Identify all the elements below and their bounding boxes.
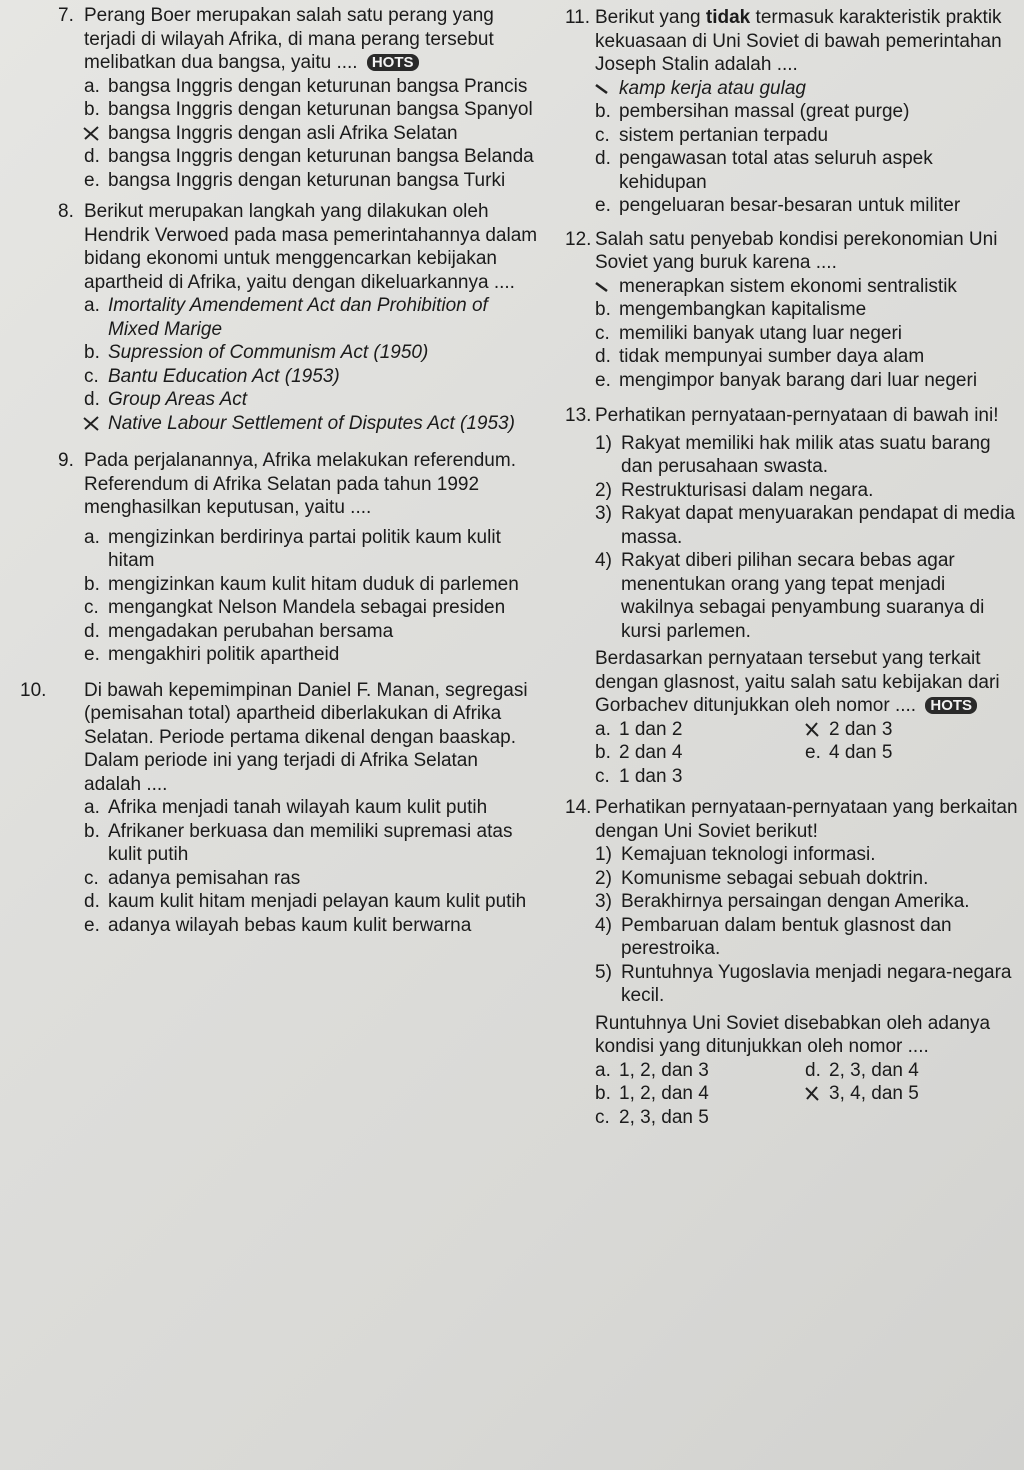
option-d[interactable]: d. Group Areas Act (84, 389, 248, 410)
option-c[interactable]: c. mengangkat Nelson Mandela sebagai presiden (84, 597, 506, 618)
option-a[interactable]: a. 1 dan 2 (595, 718, 683, 740)
question-number: 10. (20, 679, 47, 701)
option-d[interactable]: d. bangsa Inggris dengan keturunan bangsa Belanda (84, 146, 534, 167)
option-d[interactable]: 2 dan 3 (805, 718, 1005, 742)
question-9 (58, 449, 538, 667)
option-e[interactable]: e. pengeluaran besar-besaran untuk militer (595, 195, 961, 216)
option-c[interactable]: c. adanya pemisahan ras (84, 867, 301, 889)
statement-4: 4) Rakyat diberi pilihan secara bebas agar menentukan orang yang tepat menjadi wakilnya sebagai penyambung suaranya di kursi parlemen. (595, 550, 985, 642)
question-number: 11. (565, 7, 591, 28)
question-13 (565, 404, 1020, 788)
statements (595, 843, 1020, 1008)
option-b[interactable]: b. mengizinkan kaum kulit hitam duduk di parlemen (84, 573, 519, 595)
option-e[interactable]: e. bangsa Inggris dengan keturunan bangsa Turki (84, 169, 506, 191)
question-11 (565, 6, 1020, 218)
question-number: 12. (565, 228, 592, 250)
option-e[interactable]: e. mengakhiri politik apartheid (84, 644, 340, 665)
question-text: Berikut yang tidak termasuk karakteristik praktik kekuasaan di Uni Soviet di bawah pemerintahan Joseph Stalin adalah .... (595, 7, 1002, 75)
question-text: Perhatikan pernyataan-pernyataan yang berkaitan dengan Uni Soviet berikut! (595, 797, 1018, 842)
option-d[interactable]: d. pengawasan total atas seluruh aspek kehidupan (595, 148, 933, 193)
question-8 (58, 200, 538, 435)
question-text: Berikut merupakan langkah yang dilakukan oleh Hendrik Verwoed pada masa pemerintahannya dalam bidang ekonomi untuk menggencarkan kebijakan apartheid di Afrika, yaitu dengan dikeluarkannya .... (84, 201, 538, 293)
option-e[interactable]: e. mengimpor banyak barang dari luar negeri (595, 369, 978, 391)
option-a[interactable]: a. Imortality Amendement Act dan Prohibition of Mixed Marige (84, 295, 488, 340)
options (84, 294, 538, 435)
question-7 (58, 4, 538, 192)
option-a[interactable]: menerapkan sistem ekonomi sentralistik (595, 275, 1020, 299)
option-a[interactable]: kamp kerja atau gulag (595, 77, 1020, 101)
pen-check-mark-icon (803, 720, 821, 738)
question-number: 7. (58, 5, 74, 26)
option-c[interactable]: c. Bantu Education Act (1953) (84, 365, 340, 387)
question-10 (20, 679, 538, 938)
option-c[interactable]: c. sistem pertanian terpadu (595, 124, 829, 146)
question-text: Pada perjalanannya, Afrika melakukan referendum. Referendum di Afrika Selatan pada tahun 1992 menghasilkan keputusan, yaitu .... (84, 450, 516, 518)
pen-check-mark-icon (593, 277, 611, 295)
option-e[interactable]: e. 4 dan 5 (805, 742, 893, 763)
option-d[interactable]: d. mengadakan perubahan bersama (84, 620, 394, 642)
option-a[interactable]: a. Afrika menjadi tanah wilayah kaum kulit putih (84, 797, 488, 818)
right-column (565, 6, 1020, 1129)
question-number: 13. (565, 405, 592, 426)
options (84, 796, 538, 937)
question-12 (565, 228, 1020, 393)
statement-2: 2) Komunisme sebagai sebuah doktrin. (595, 867, 929, 889)
pen-check-mark-icon (82, 124, 100, 142)
option-c[interactable]: c. 2, 3, dan 5 (595, 1106, 709, 1128)
pen-check-mark-icon (82, 414, 100, 432)
option-b[interactable]: b. Supression of Communism Act (1950) (84, 342, 429, 363)
option-c[interactable]: c. 1 dan 3 (595, 765, 683, 787)
statement-3: 3) Rakyat dapat menyuarakan pendapat di media massa. (595, 503, 1015, 548)
question-followup: Runtuhnya Uni Soviet disebabkan oleh adanya kondisi yang ditunjukkan oleh nomor .... (595, 1012, 991, 1057)
option-b[interactable]: b. 1, 2, dan 4 (595, 1083, 709, 1104)
option-d[interactable]: d. kaum kulit hitam menjadi pelayan kaum kulit putih (84, 891, 527, 912)
option-b[interactable]: b. pembersihan massal (great purge) (595, 101, 910, 122)
options (84, 526, 538, 667)
option-b[interactable]: b. bangsa Inggris dengan keturunan bangsa Spanyol (84, 99, 533, 120)
question-text: Perang Boer merupakan salah satu perang yang terjadi di wilayah Afrika, di mana perang tersebut melibatkan dua bangsa, yaitu .... (84, 5, 494, 73)
options (84, 75, 538, 193)
statement-3: 3) Berakhirnya persaingan dengan Amerika. (595, 891, 970, 912)
question-text: Perhatikan pernyataan-pernyataan di bawah ini! (595, 405, 999, 426)
left-column (20, 4, 538, 937)
option-c[interactable]: bangsa Inggris dengan asli Afrika Selatan (84, 122, 538, 146)
question-number: 9. (58, 450, 74, 471)
statement-4: 4) Pembaruan dalam bentuk glasnost dan perestroika. (595, 914, 952, 959)
question-number: 8. (58, 201, 74, 222)
pen-check-mark-icon (803, 1084, 821, 1102)
option-b[interactable]: b. 2 dan 4 (595, 742, 683, 763)
options (595, 275, 1020, 393)
option-b[interactable]: b. mengembangkan kapitalisme (595, 299, 867, 320)
hots-badge: HOTS (925, 697, 977, 714)
option-a[interactable]: a. 1, 2, dan 3 (595, 1059, 709, 1081)
statement-1: 1) Rakyat memiliki hak milik atas suatu barang dan perusahaan swasta. (595, 432, 991, 477)
option-e[interactable]: e. adanya wilayah bebas kaum kulit berwarna (84, 914, 472, 936)
options (595, 77, 1020, 218)
option-b[interactable]: b. Afrikaner berkuasa dan memiliki supremasi atas kulit putih (84, 820, 513, 865)
option-e[interactable]: Native Labour Settlement of Disputes Act (1953) (84, 412, 538, 436)
options (595, 1059, 1020, 1130)
pen-check-mark-icon (593, 79, 611, 97)
option-d[interactable]: d. 2, 3, dan 4 (805, 1059, 919, 1081)
options (595, 718, 1020, 789)
question-followup: Berdasarkan pernyataan tersebut yang terkait dengan glasnost, yaitu salah satu kebijakan dari Gorbachev ditunjukkan oleh nomor .... HOTS (595, 648, 1000, 716)
question-14 (565, 796, 1020, 1129)
statement-1: 1) Kemajuan teknologi informasi. (595, 844, 876, 865)
statement-5: 5) Runtuhnya Yugoslavia menjadi negara-negara kecil. (595, 961, 1012, 1006)
option-a[interactable]: a. mengizinkan berdirinya partai politik kaum kulit hitam (84, 526, 501, 571)
statements (595, 432, 1020, 644)
statement-2: 2) Restrukturisasi dalam negara. (595, 479, 874, 501)
option-e[interactable]: 3, 4, dan 5 (805, 1082, 1005, 1106)
option-d[interactable]: d. tidak mempunyai sumber daya alam (595, 346, 925, 367)
hots-badge: HOTS (367, 54, 419, 71)
option-a[interactable]: a. bangsa Inggris dengan keturunan bangsa Prancis (84, 75, 528, 97)
question-text: Di bawah kepemimpinan Daniel F. Manan, segregasi (pemisahan total) apartheid diberlakukan di Afrika Selatan. Periode pertama dikenal dengan baaskap. Dalam periode ini yang terjadi di Afrika Selatan adalah .... (84, 679, 528, 795)
question-text: Salah satu penyebab kondisi perekonomian Uni Soviet yang buruk karena .... (595, 228, 998, 273)
option-c[interactable]: c. memiliki banyak utang luar negeri (595, 322, 903, 344)
question-number: 14. (565, 797, 592, 818)
